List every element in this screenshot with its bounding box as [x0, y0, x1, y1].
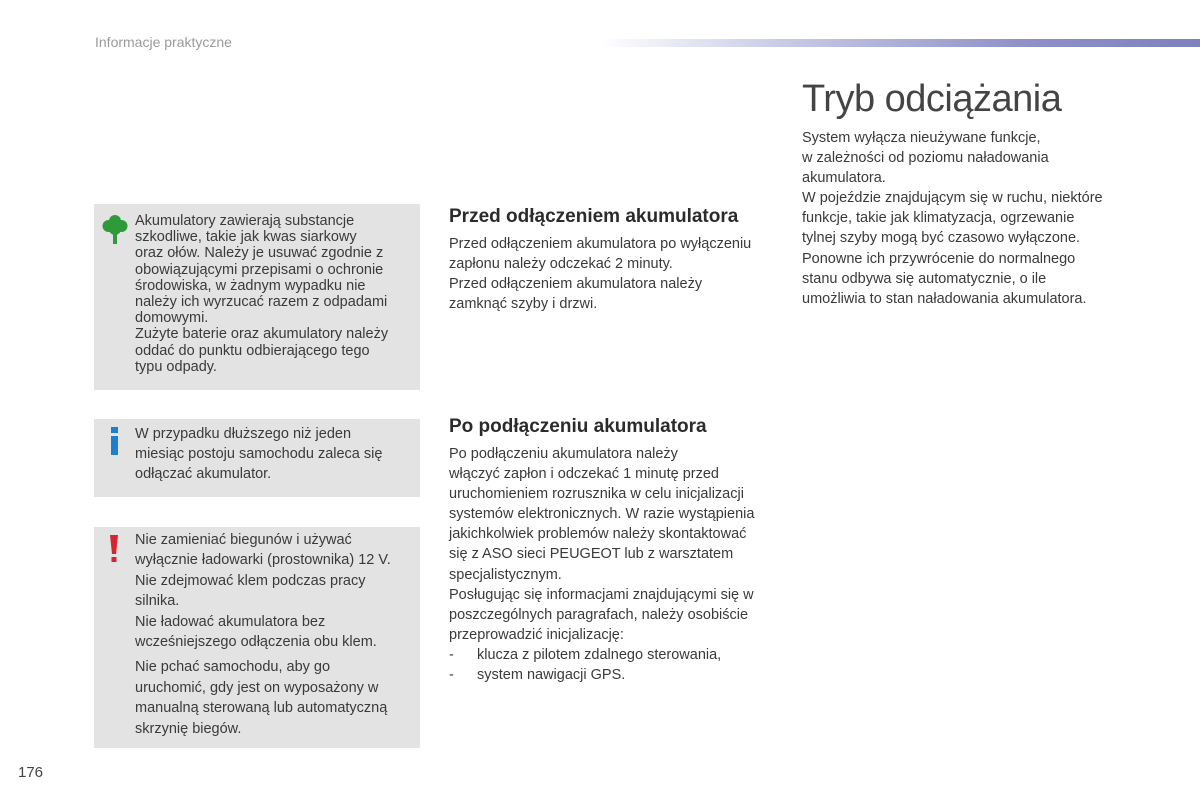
body-line: włączyć zapłon i odczekać 1 minutę przed [449, 466, 719, 483]
env-note-line: Akumulatory zawierają substancje [135, 213, 355, 229]
warning-note-line: wyłącznie ładowarki (prostownika) 12 V. [135, 552, 391, 569]
after-connect-heading: Po podłączeniu akumulatora [449, 416, 707, 437]
body-line: przeprowadzić inicjalizację: [449, 626, 624, 643]
header-accent-bar [600, 39, 1200, 47]
page-title: Tryb odciążania [802, 78, 1062, 120]
env-note-line: należy ich wyrzucać razem z odpadami [135, 294, 388, 311]
warning-note-line: Nie ładować akumulatora bez [135, 613, 326, 630]
env-note-line: obowiązującymi przepisami o ochronie [135, 261, 384, 278]
warning-note-line: skrzynię biegów. [135, 720, 242, 737]
body-line: Przed odłączeniem akumulatora należy [449, 276, 703, 293]
warning-note-line: Nie zdejmować klem podczas pracy [135, 572, 366, 589]
before-disconnect-text [449, 234, 784, 314]
body-line: umożliwia to stan naładowania akumulatora. [802, 290, 1087, 307]
body-line: tylnej szyby mogą być czasowo wyłączone. [802, 230, 1081, 247]
bullet-text: system nawigacji GPS. [477, 667, 626, 684]
body-line: systemów elektronicznych. W razie wystąpienia [449, 506, 755, 523]
body-line: jakichkolwiek problemów należy skontaktować [449, 526, 747, 543]
info-note-line: odłączać akumulator. [135, 466, 272, 482]
body-line: w zależności od poziomu naładowania [802, 150, 1049, 167]
body-line: zapłonu należy odczekać 2 minuty. [449, 256, 673, 273]
info-note-box [94, 419, 420, 497]
bullet-marker: - [449, 667, 454, 684]
body-line: akumulatora. [802, 170, 886, 187]
bullet-text: klucza z pilotem zdalnego sterowania, [477, 646, 722, 663]
env-note-line: środowiska, w żadnym wypadku nie [135, 277, 366, 294]
body-line: funkcje, takie jak klimatyzacja, ogrzewanie [802, 210, 1075, 227]
info-icon [108, 427, 122, 461]
exclamation-icon [109, 535, 119, 569]
info-note-line: miesiąc postoju samochodu zaleca się [135, 446, 383, 462]
warning-note-line: Nie pchać samochodu, aby go [135, 659, 331, 676]
warning-note-line: manualną sterowaną lub automatyczną [135, 700, 388, 717]
body-line: uruchomieniem rozrusznika w celu inicjalizacji [449, 486, 744, 503]
warning-note-box [94, 527, 420, 748]
body-line: poszczególnych paragrafach, należy osobiście [449, 606, 749, 623]
body-line: się z ASO sieci PEUGEOT lub z warsztatem [449, 546, 734, 563]
after-connect-text [449, 444, 784, 685]
bullet-item [449, 645, 784, 665]
env-note-line: oraz ołów. Należy je usuwać zgodnie z [135, 245, 384, 262]
bullet-item [449, 665, 784, 685]
section-header-label: Informacje praktyczne [95, 34, 232, 50]
load-shedding-text [802, 128, 1152, 309]
page-number: 176 [18, 764, 44, 781]
before-disconnect-heading: Przed odłączeniem akumulatora [449, 206, 739, 227]
info-note-line: W przypadku dłuższego niż jeden [135, 426, 352, 442]
bullet-marker: - [449, 646, 454, 663]
warning-note-line: uruchomić, gdy jest on wyposażony w [135, 679, 379, 696]
body-line: Ponowne ich przywrócenie do normalnego [802, 250, 1076, 267]
body-line: zamknąć szyby i drzwi. [449, 296, 598, 313]
warning-note-line: wcześniejszego odłączenia obu klem. [135, 634, 377, 651]
body-line: Posługując się informacjami znajdującymi się w [449, 586, 754, 603]
body-line: stanu odbywa się automatycznie, o ile [802, 270, 1047, 287]
body-line: Przed odłączeniem akumulatora po wyłączeniu [449, 236, 752, 252]
body-line: System wyłącza nieużywane funkcje, [802, 130, 1041, 146]
warning-note-line: Nie zamieniać biegunów i używać [135, 532, 352, 548]
environment-note-box [94, 204, 420, 390]
body-line: W pojeździe znajdującym się w ruchu, niektóre [802, 190, 1103, 207]
body-line: Po podłączeniu akumulatora należy [449, 446, 678, 462]
body-line: specjalistycznym. [449, 566, 562, 583]
env-note-line: Zużyte baterie oraz akumulatory należy [135, 326, 389, 343]
env-note-line: oddać do punktu odbierającego tego [135, 342, 370, 359]
env-note-line: typu odpady. [135, 358, 217, 375]
env-note-line: szkodliwe, takie jak kwas siarkowy [135, 229, 357, 246]
tree-icon [102, 214, 128, 250]
warning-note-line: silnika. [135, 593, 180, 610]
env-note-line: domowymi. [135, 310, 209, 327]
